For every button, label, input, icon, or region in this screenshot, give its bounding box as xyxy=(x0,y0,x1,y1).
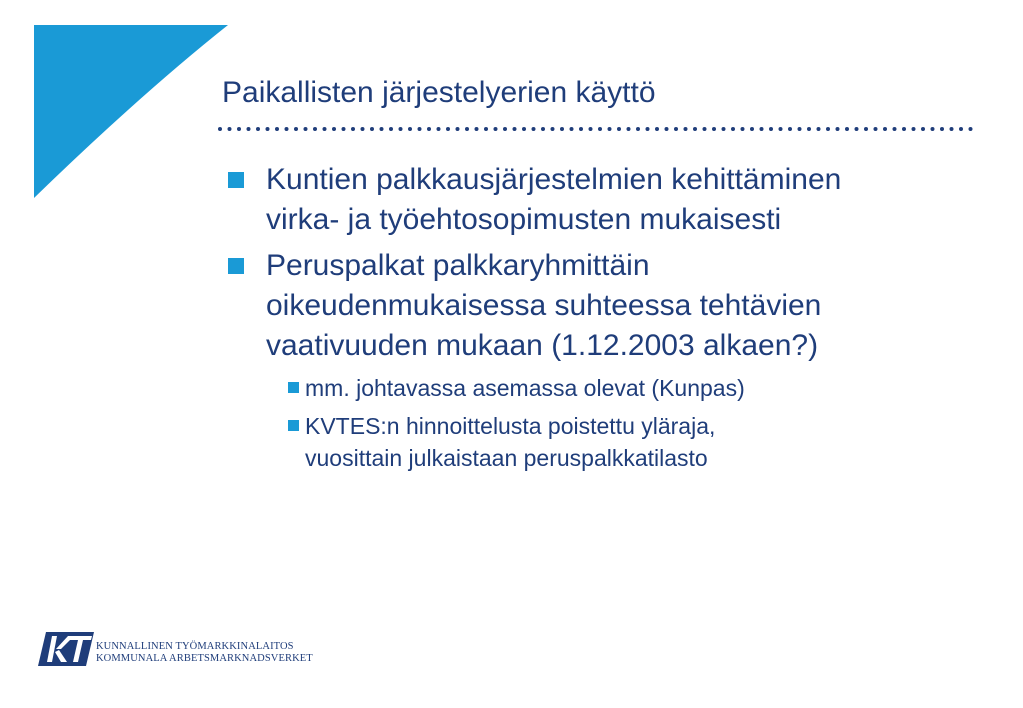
organization-name-sv: KOMMUNALA ARBETSMARKNADSVERKET xyxy=(96,653,313,664)
bullet-line: Kuntien palkkausjärjestelmien kehittäminen xyxy=(266,163,842,196)
organization-name-fi: KUNNALLINEN TYÖMARKKINALAITOS xyxy=(96,641,294,652)
sub-bullet-line: KVTES:n hinnoittelusta poistettu yläraja, xyxy=(305,413,716,439)
bullet-item xyxy=(228,246,1008,366)
slide-body xyxy=(228,160,1008,480)
square-bullet-icon xyxy=(288,420,299,431)
slide-title: Paikallisten järjestelyerien käyttö xyxy=(222,76,656,109)
organization-name xyxy=(96,641,313,665)
bullet-line: virka- ja työehtosopimusten mukaisesti xyxy=(266,203,782,236)
bullet-line: Peruspalkat palkkaryhmittäin xyxy=(266,249,650,282)
title-dotted-rule xyxy=(216,122,976,136)
sub-bullet-line: mm. johtavassa asemassa olevat (Kunpas) xyxy=(305,375,745,401)
square-bullet-icon xyxy=(288,382,299,393)
bullet-line: vaativuuden mukaan (1.12.2003 alkaen?) xyxy=(266,329,819,362)
bullet-item xyxy=(228,160,1008,240)
kt-logo xyxy=(38,630,96,668)
square-bullet-icon xyxy=(228,258,244,274)
sub-bullet-line: vuosittain julkaistaan peruspalkkatilasto xyxy=(305,445,708,471)
square-bullet-icon xyxy=(228,172,244,188)
corner-decoration xyxy=(0,0,232,200)
sub-bullet-item xyxy=(288,372,1008,404)
bullet-line: oikeudenmukaisessa suhteessa tehtävien xyxy=(266,289,822,322)
sub-bullet-item xyxy=(288,410,1008,474)
